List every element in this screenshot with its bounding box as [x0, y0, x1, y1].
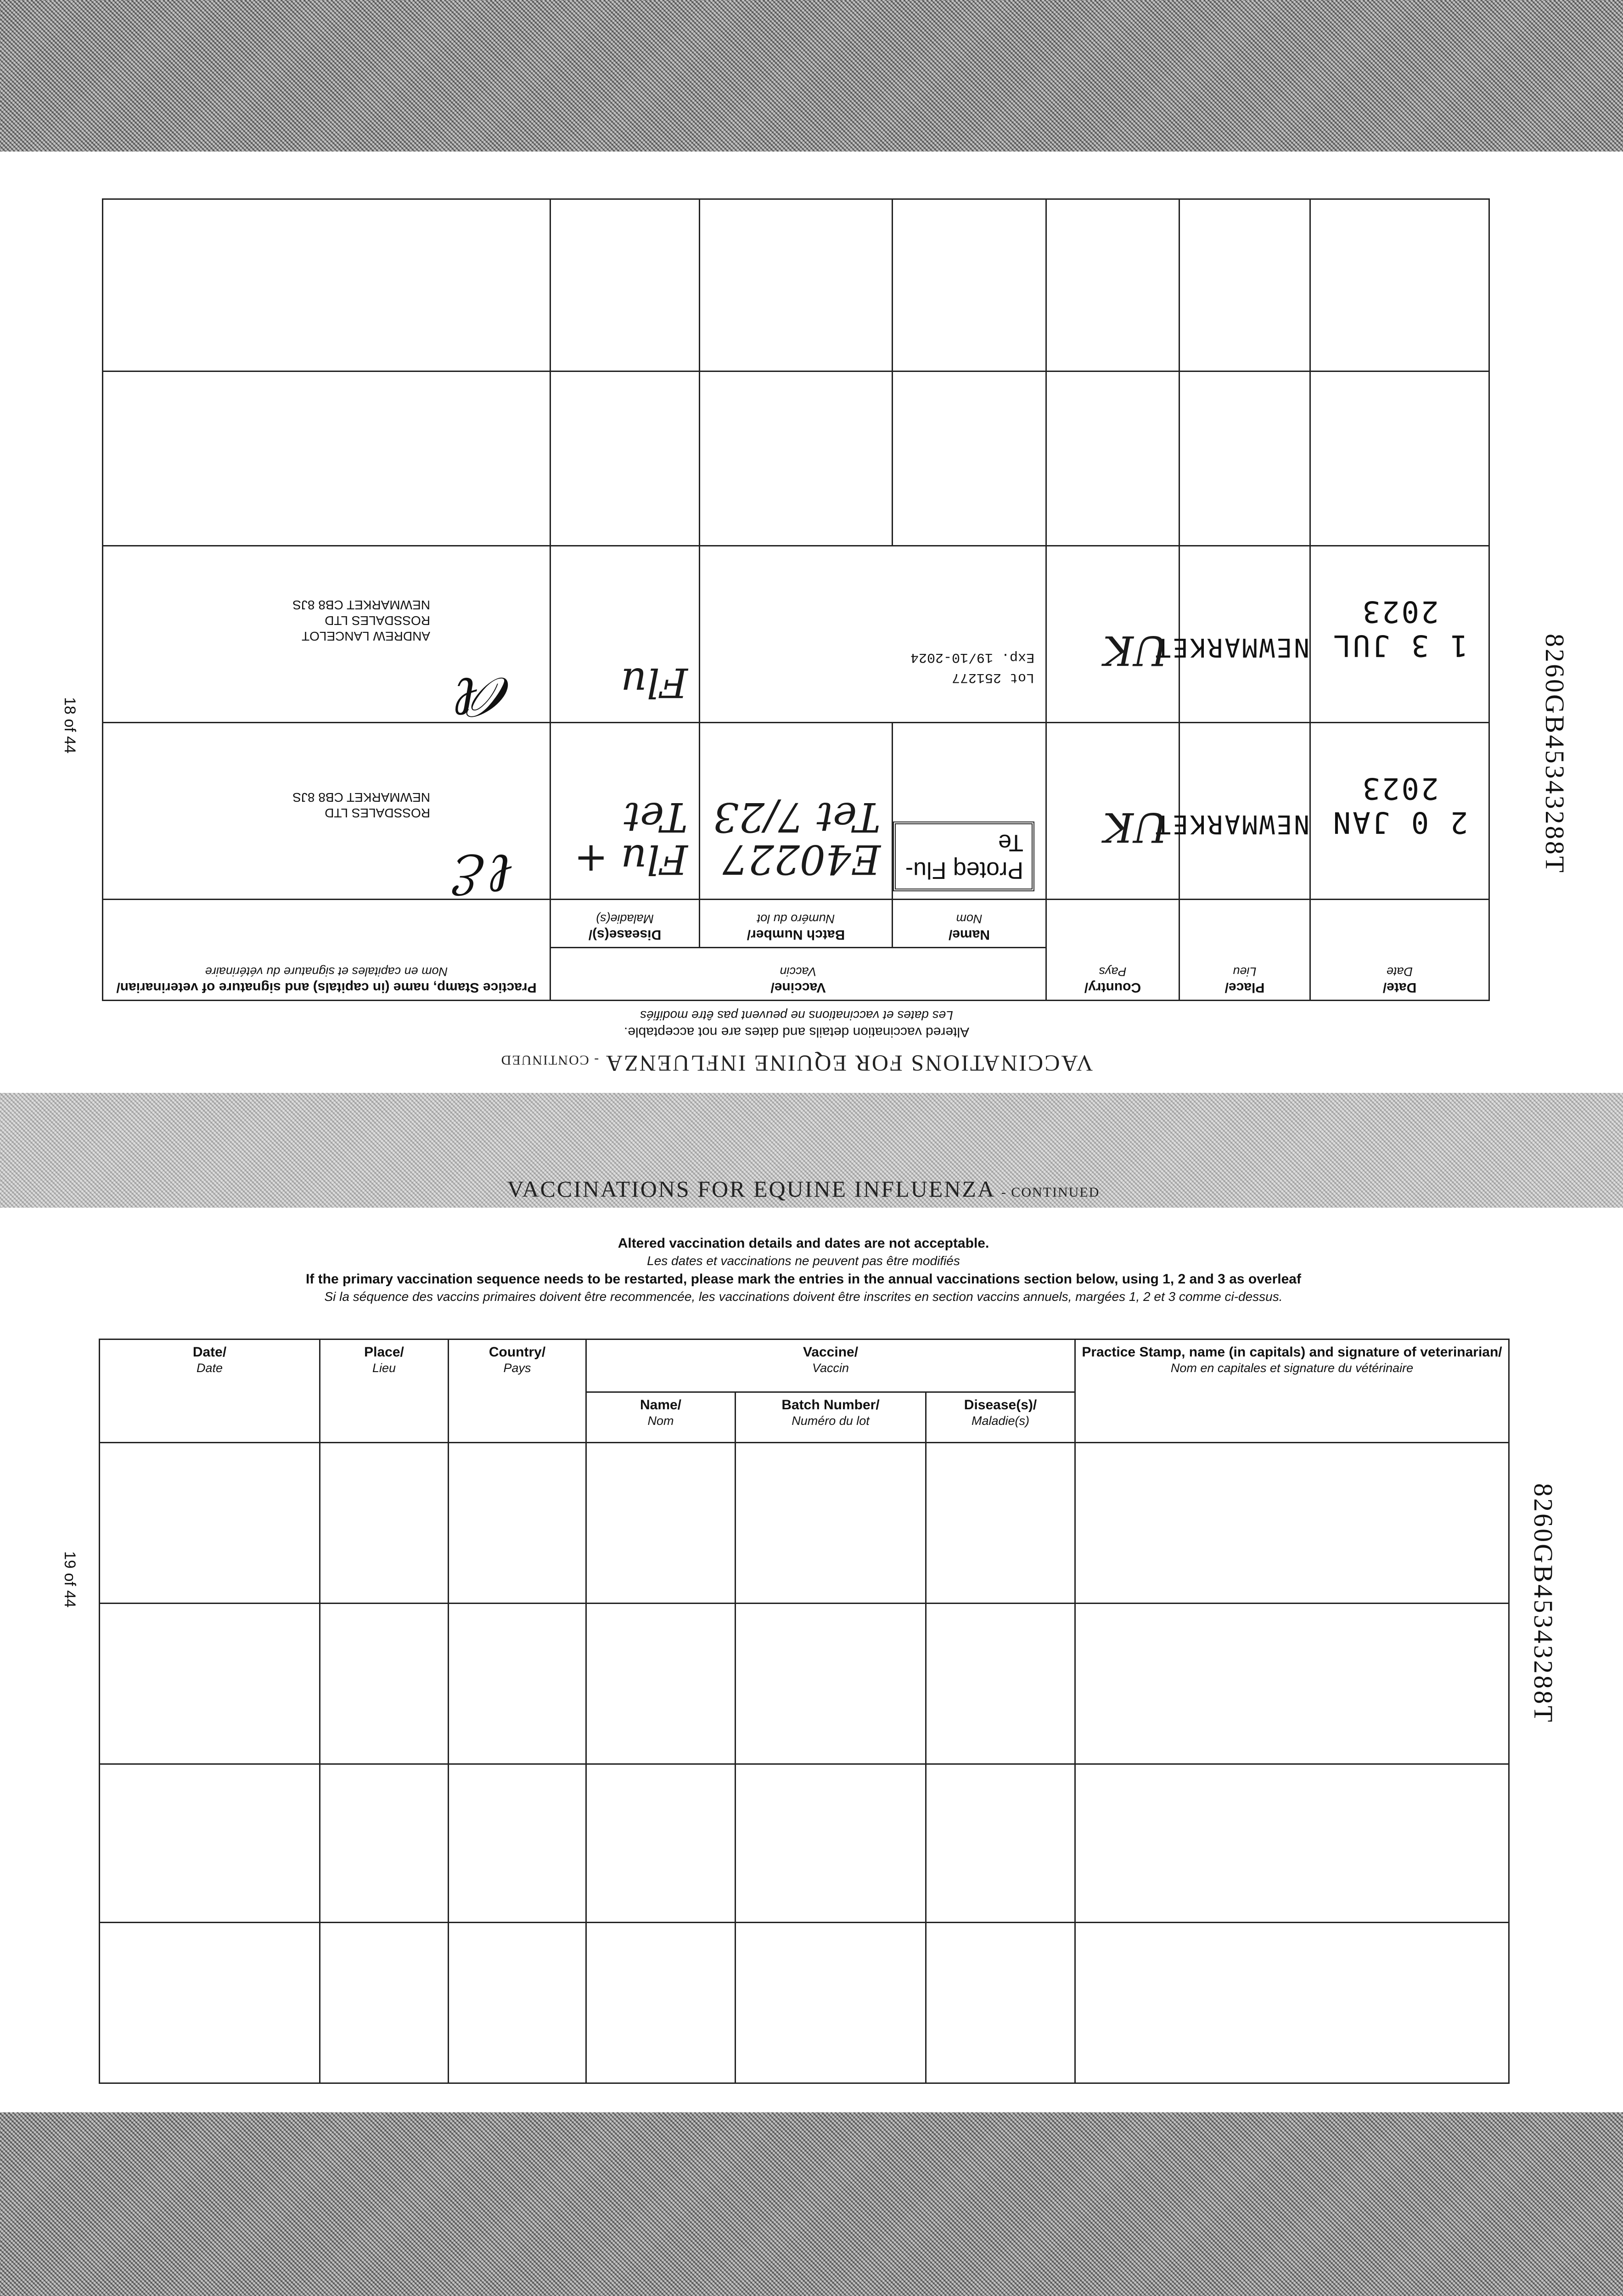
lower-page-number: 19 of 44	[61, 1551, 79, 1608]
altered-note-fr: Les dates et vaccinations ne peuvent pas être modifiés	[640, 1008, 953, 1023]
row1-batch: E40227 Tet 7/23	[700, 723, 893, 900]
row1-date: 2 0 JAN 2023	[1310, 723, 1489, 900]
col-date: Date/ Date	[1310, 900, 1489, 1001]
row2-practice	[103, 546, 550, 729]
altered-note-en: Altered vaccination details and dates are not acceptable.	[623, 1024, 970, 1040]
row1-disease: Flu + Tet	[550, 723, 700, 900]
col-batch: Batch Number/ Numéro du lot	[700, 900, 893, 948]
title-text: VACCINATIONS FOR EQUINE INFLUENZA	[507, 1176, 994, 1202]
row1-country: UK	[1046, 723, 1179, 900]
upper-vaccination-table	[102, 198, 1490, 1001]
restart-note-fr: Si la séquence des vaccins primaires doivent être recommencée, les vaccinations doivent être inscrites en section vaccins annuels, margées 1, 2 et 3 comme ci-dessus.	[324, 1289, 1283, 1304]
row2-country: UK	[1046, 546, 1179, 723]
vaccine-label-stamp: Proteq Flu-Te	[893, 822, 1034, 891]
col-country: Country/ Pays	[1046, 900, 1179, 1001]
col-place: Place/ Lieu	[1179, 900, 1310, 1001]
title-suffix: - CONTINUED	[500, 1052, 599, 1068]
row1-vaccine-name	[893, 723, 1046, 900]
table-row	[103, 723, 1489, 900]
table-row	[100, 1443, 1509, 1604]
col-disease: Disease(s)/ Maladie(s)	[926, 1392, 1075, 1443]
table-row	[100, 1923, 1509, 2083]
col-vaccine-name: Name/ Nom	[893, 900, 1046, 948]
col-place: Place/ Lieu	[320, 1339, 449, 1443]
practice-stamp: ROSSDALES LTD NEWMARKET CB8 8JS	[292, 790, 430, 820]
table-row	[103, 199, 1489, 371]
table-row	[103, 546, 1489, 723]
row1-practice	[103, 723, 550, 906]
upper-page	[103, 246, 1490, 1077]
col-vaccine: Vaccine/ Vaccin	[550, 948, 1046, 1001]
col-disease: Disease(s)/ Maladie(s)	[550, 900, 700, 948]
altered-note-fr: Les dates et vaccinations ne peuvent pas être modifiés	[647, 1254, 960, 1268]
altered-note-en: Altered vaccination details and dates are not acceptable.	[618, 1236, 989, 1251]
vet-signature: ℓℰ	[456, 842, 513, 906]
upper-page-title	[103, 1050, 1490, 1077]
lower-vaccination-table	[99, 1339, 1510, 2084]
col-vaccine-name: Name/ Nom	[586, 1392, 736, 1443]
restart-note-en: If the primary vaccination sequence needs to be restarted, please mark the entries in the annual vaccinations section below, using 1, 2 and 3 as overleaf	[306, 1272, 1301, 1287]
upper-passport-id: 8260GB45343288T	[1540, 634, 1570, 874]
row1-place: NEWMARKET	[1179, 723, 1310, 900]
vet-signature: 𝒪ℓ	[455, 665, 513, 729]
col-practice: Practice Stamp, name (in capitals) and signature of veterinarian/ Nom en capitales et signature du vétérinaire	[1075, 1339, 1509, 1443]
header-row	[100, 1339, 1509, 1392]
row2-date: 1 3 JUL 2023	[1310, 546, 1489, 723]
table-row	[103, 371, 1489, 546]
col-date: Date/ Date	[100, 1339, 320, 1443]
scan-edge-top	[0, 0, 1623, 152]
col-batch: Batch Number/ Numéro du lot	[736, 1392, 926, 1443]
table-row	[100, 1604, 1509, 1764]
scan-edge-bottom	[0, 2112, 1623, 2296]
header-row	[103, 948, 1489, 1001]
col-vaccine: Vaccine/ Vaccin	[586, 1339, 1075, 1392]
lower-page-title	[96, 1176, 1511, 1202]
col-practice: Practice Stamp, name (in capitals) and signature of veterinarian/ Nom en capitales et signature du vétérinaire	[103, 900, 550, 1001]
lower-passport-id: 8260GB45343288T	[1528, 1483, 1558, 1724]
title-text: VACCINATIONS FOR EQUINE INFLUENZA	[606, 1051, 1093, 1076]
row2-vaccine-sticker: Lot 251277 Exp. 19/10-2024	[700, 546, 1046, 723]
upper-page-number: 18 of 44	[61, 697, 79, 754]
row2-disease: Flu	[550, 546, 700, 723]
practice-stamp: ANDREW LANCELOT ROSSDALES LTD NEWMARKET CB8 8JS	[292, 598, 430, 643]
table-row	[100, 1764, 1509, 1923]
col-country: Country/ Pays	[449, 1339, 586, 1443]
row2-place: NEWMARKET	[1179, 546, 1310, 723]
lower-page	[96, 1176, 1511, 2085]
title-suffix: - CONTINUED	[1001, 1185, 1100, 1200]
